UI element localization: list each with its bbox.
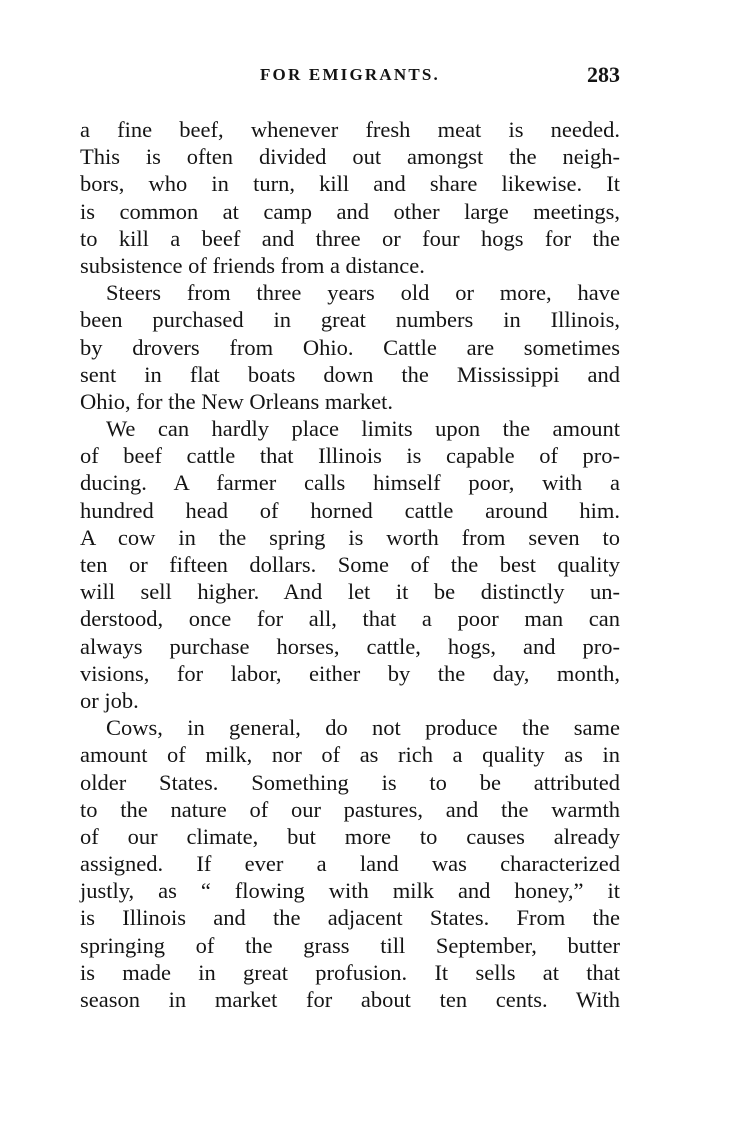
- text-line: hundred head of horned cattle around him.: [80, 497, 620, 523]
- text-line: derstood, once for all, that a poor man can: [80, 606, 620, 632]
- text-line: Steers from three years old or more, have: [106, 280, 620, 306]
- text-line: subsistence of friends from a distance.: [80, 252, 425, 278]
- text-line: or job.: [80, 687, 139, 713]
- text-line: justly, as “ flowing with milk and honey,” it: [80, 878, 620, 904]
- text-line: to kill a beef and three or four hogs for the: [80, 225, 620, 251]
- text-line: bors, who in turn, kill and share likewise. It: [80, 171, 620, 197]
- text-line: amount of milk, nor of as rich a quality as in: [80, 742, 620, 768]
- text-line: Cows, in general, do not produce the same: [106, 715, 620, 741]
- text-line: sent in flat boats down the Mississippi and: [80, 361, 620, 387]
- text-line: ten or fifteen dollars. Some of the best quality: [80, 552, 620, 577]
- text-line: springing of the grass till September, butter: [80, 932, 620, 958]
- text-line: been purchased in great numbers in Illinois,: [80, 307, 620, 333]
- page-number: 283: [587, 62, 620, 87]
- text-line: season in market for about ten cents. With: [80, 987, 620, 1012]
- running-head: [80, 62, 620, 92]
- body-text: [80, 116, 620, 1013]
- text-line: older States. Something is to be attributed: [80, 769, 620, 795]
- text-line: This is often divided out amongst the neigh-: [80, 144, 620, 170]
- text-line: by drovers from Ohio. Cattle are sometimes: [80, 334, 620, 360]
- text-line: A cow in the spring is worth from seven to: [80, 524, 620, 550]
- text-line: ducing. A farmer calls himself poor, with a: [80, 470, 620, 496]
- text-line: always purchase horses, cattle, hogs, and pro-: [80, 633, 620, 659]
- text-line: to the nature of our pastures, and the warmth: [80, 796, 620, 822]
- text-line: will sell higher. And let it be distinctly un-: [80, 579, 620, 605]
- text-line: of beef cattle that Illinois is capable of pro-: [80, 443, 620, 469]
- text-line: We can hardly place limits upon the amount: [106, 416, 620, 442]
- text-line: Ohio, for the New Orleans market.: [80, 388, 394, 414]
- text-line: a fine beef, whenever fresh meat is needed.: [80, 117, 620, 142]
- text-line: assigned. If ever a land was characterized: [80, 851, 620, 877]
- text-line: is made in great profusion. It sells at that: [80, 959, 620, 985]
- text-line: is common at camp and other large meetings,: [80, 198, 620, 224]
- running-title: FOR EMIGRANTS.: [259, 65, 441, 84]
- text-line: visions, for labor, either by the day, month,: [80, 660, 620, 686]
- text-line: is Illinois and the adjacent States. From the: [80, 905, 620, 931]
- text-line: of our climate, but more to causes already: [80, 823, 620, 849]
